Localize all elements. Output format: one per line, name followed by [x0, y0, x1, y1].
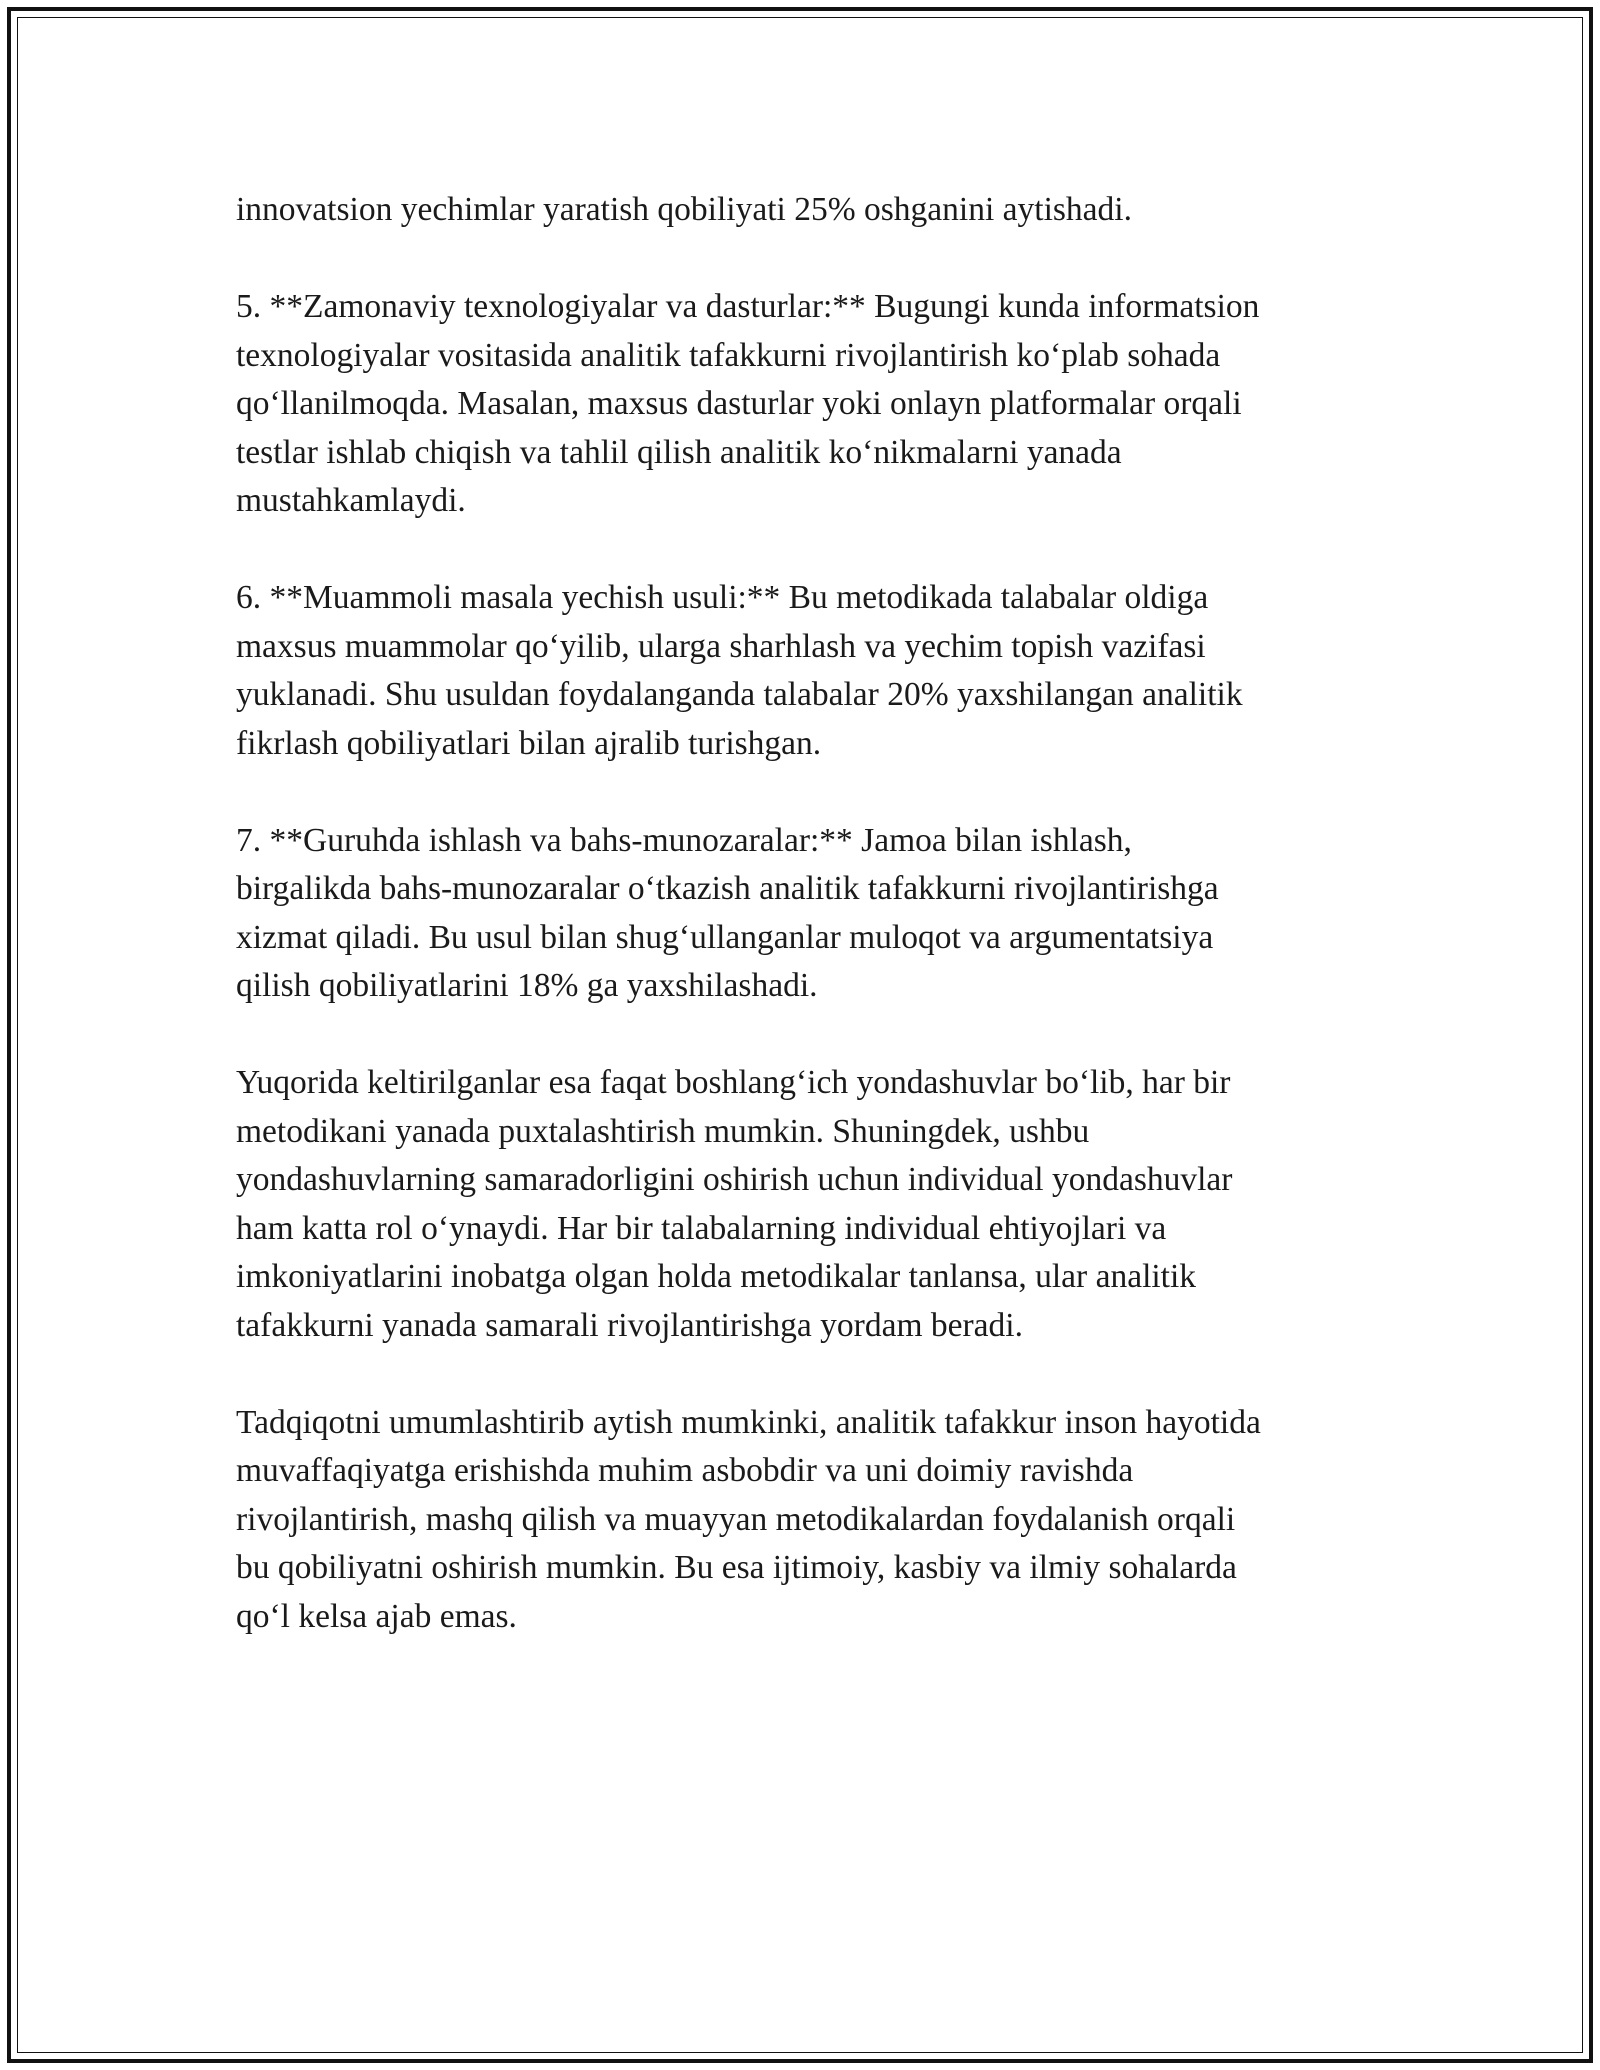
document-body	[236, 186, 1376, 1690]
paragraph-item-7: 7. **Guruhda ishlash va bahs-munozaralar:** Jamoa bilan ishlash, birgalikda bahs-munozaralar oʻtkazish analitik tafakkurni rivojlantirishga xizmat qiladi. Bu usul bilan shugʻullanganlar muloqot va argumentatsiya qilish qobiliyatlarini 18% ga yaxshilashadi.	[236, 821, 1219, 1004]
paragraph-continuation: innovatsion yechimlar yaratish qobiliyati 25% oshganini aytishadi.	[236, 191, 1132, 228]
paragraph-item-5: 5. **Zamonaviy texnologiyalar va dasturlar:** Bugungi kunda informatsion texnologiyalar vositasida analitik tafakkurni rivojlantirish koʻplab sohada qoʻllanilmoqda. Masalan, maxsus dasturlar yoki onlayn platformalar orqali testlar ishlab chiqish va tahlil qilish analitik koʻnikmalarni yanada mustahkamlaydi.	[236, 288, 1260, 519]
paragraph-conclusion: Tadqiqotni umumlashtirib aytish mumkinki, analitik tafakkur inson hayotida muvaffaqiyatga erishishda muhim asbobdir va uni doimiy ravishda rivojlantirish, mashq qilish va muayyan metodikalardan foydalanish orqali bu qobiliyatni oshirish mumkin. Bu esa ijtimoiy, kasbiy va ilmiy sohalarda qoʻl kelsa ajab emas.	[236, 1403, 1261, 1635]
paragraph-item-6: 6. **Muammoli masala yechish usuli:** Bu metodikada talabalar oldiga maxsus muammolar qoʻyilib, ularga sharhlash va yechim topish vazifasi yuklanadi. Shu usuldan foydalanganda talabalar 20% yaxshilangan analitik fikrlash qobiliyatlari bilan ajralib turishgan.	[236, 579, 1243, 762]
paragraph-summary: Yuqorida keltirilganlar esa faqat boshlangʻich yondashuvlar boʻlib, har bir metodikani yanada puxtalashtirish mumkin. Shuningdek, ushbu yondashuvlarning samaradorligini oshirish uchun individual yondashuvlar ham katta rol oʻynaydi. Har bir talabalarning individual ehtiyojlari va imkoniyatlarini inobatga olgan holda metodikalar tanlansa, ular analitik tafakkurni yanada samarali rivojlantirishga yordam beradi.	[236, 1064, 1233, 1344]
